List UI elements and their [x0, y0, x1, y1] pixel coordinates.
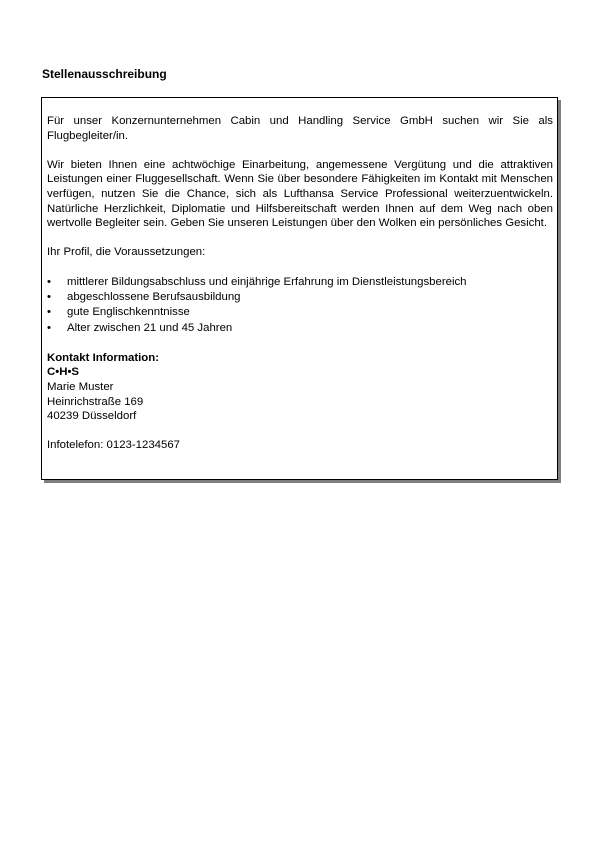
requirement-text: Alter zwischen 21 und 45 Jahren — [67, 321, 233, 334]
contact-heading: Kontakt Information: — [47, 351, 159, 364]
list-item — [47, 321, 553, 336]
requirement-text: mittlerer Bildungsabschluss und einjährige Erfahrung im Dienstleistungsbereich — [67, 275, 467, 288]
requirement-text: gute Englischkenntnisse — [67, 306, 190, 319]
contact-company: C•H•S — [47, 366, 80, 379]
contact-name: Marie Muster — [47, 380, 114, 393]
page-title: Stellenausschreibung — [42, 67, 167, 81]
job-ad-content — [47, 114, 553, 453]
requirement-text: abgeschlossene Berufsausbildung — [67, 290, 241, 303]
list-item — [47, 275, 553, 290]
contact-street: Heinrichstraße 169 — [47, 395, 144, 408]
bullet-icon: • — [47, 275, 51, 288]
bullet-icon: • — [47, 321, 51, 334]
list-item — [47, 290, 553, 305]
intro-paragraph: Für unser Konzernunternehmen Cabin und Handling Service GmbH suchen wir Sie als Flugbegleiter/in. — [47, 115, 553, 142]
requirements-list — [47, 275, 553, 337]
bullet-icon: • — [47, 290, 51, 303]
job-ad-box — [41, 97, 558, 480]
list-item — [47, 305, 553, 320]
contact-block — [47, 351, 553, 453]
bullet-icon: • — [47, 306, 51, 319]
offer-paragraph: Wir bieten Ihnen eine achtwöchige Einarbeitung, angemessene Vergütung und die attraktiven Leistungen einer Fluggesellschaft. Wenn Sie über besondere Fähigkeiten im Kontakt mit Menschen verfügen, nutzen Sie die Chance, sich als Lufthansa Service Professional weiterzuentwickeln. Natürliche Herzlichkeit, Diplomatie und Hilfsbereitschaft werden Ihnen auf dem Weg nach oben wertvolle Begleiter sein. Geben Sie unseren Leistungen über den Wolken ein persönliches Gesicht. — [47, 158, 553, 230]
contact-spacer — [47, 424, 553, 439]
contact-city: 40239 Düsseldorf — [47, 410, 137, 423]
contact-phone: Infotelefon: 0123-1234567 — [47, 439, 181, 452]
profile-heading: Ihr Profil, die Voraussetzungen: — [47, 246, 206, 259]
